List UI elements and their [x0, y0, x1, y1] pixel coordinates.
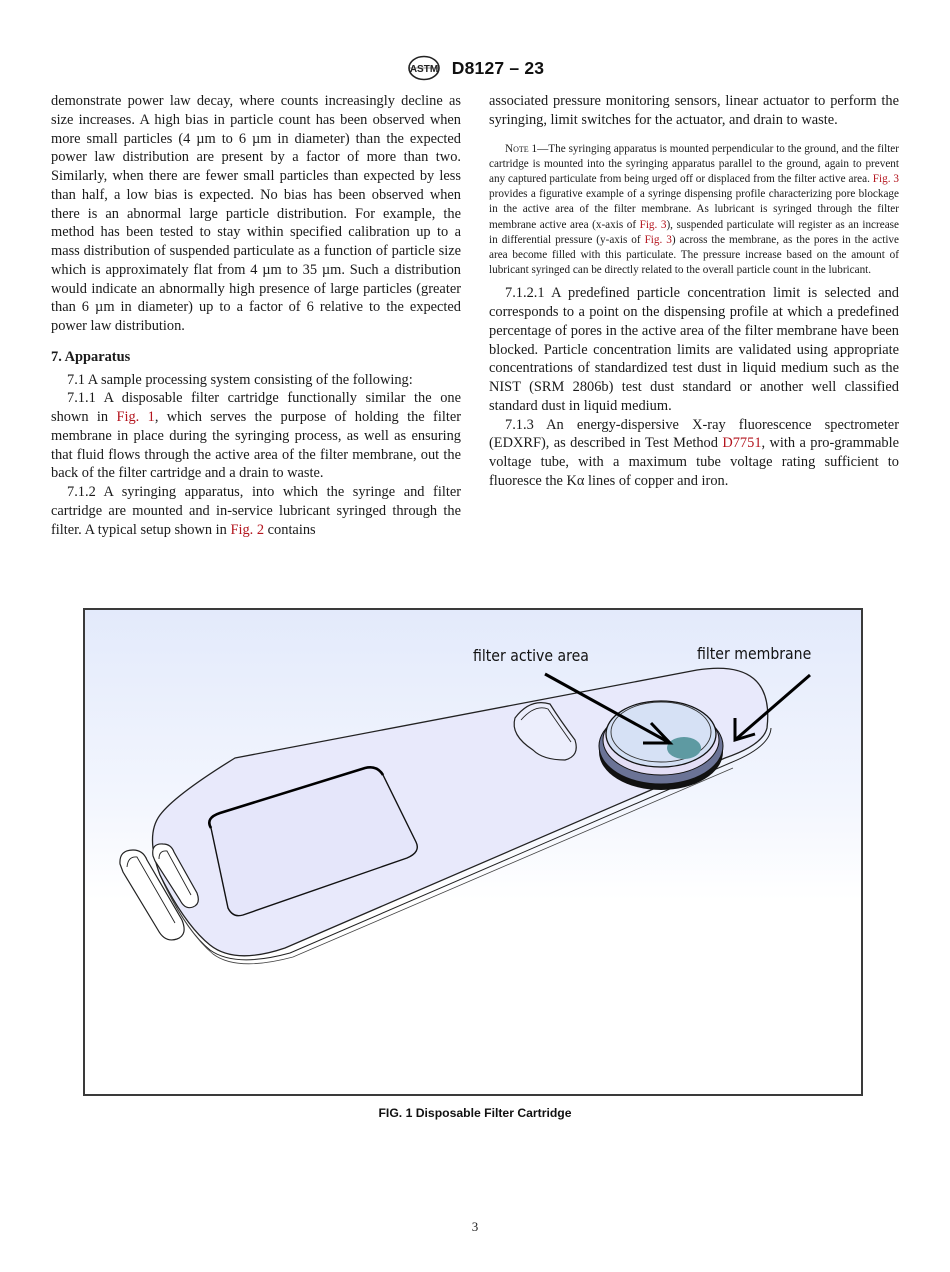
- left-column: [51, 92, 461, 539]
- fig-1-link[interactable]: Fig. 1: [116, 409, 155, 425]
- figure-caption: FIG. 1 Disposable Filter Cartridge: [378, 1106, 572, 1120]
- text: contains: [264, 521, 316, 538]
- text: 7.1.3 An energy-dispersive X-ray fluorescence spectrometer (EDXRF), as described in Test Method: [489, 416, 899, 452]
- fig-3-link[interactable]: Fig. 3: [644, 233, 672, 246]
- d7751-link[interactable]: D7751: [722, 435, 762, 452]
- paragraph-7-1-1: [51, 389, 461, 483]
- fig-3-link[interactable]: Fig. 3: [639, 218, 667, 231]
- filter-cartridge-illustration: [85, 610, 863, 1096]
- note-label: Note: [505, 142, 529, 155]
- document-header: [0, 55, 950, 81]
- text: , with a pro-grammable voltage tube, with a maximum tube voltage rating sufficient to fluoresce the Kα lines of copper and iron.: [489, 435, 899, 489]
- paragraph-7-1-2: [51, 483, 461, 539]
- document-code: D8127 – 23: [451, 57, 545, 78]
- paragraph-7-1: 7.1 A sample processing system consisting of the following:: [67, 371, 413, 388]
- note-1: [489, 142, 899, 279]
- fig-2-link[interactable]: Fig. 2: [230, 521, 265, 538]
- fig-3-link[interactable]: Fig. 3: [872, 172, 899, 185]
- label-filter-membrane: filter membrane: [697, 644, 812, 663]
- paragraph-continued: associated pressure monitoring sensors, linear actuator to perform the syringing, limit switches for the actuator, and drain to waste.: [489, 93, 899, 128]
- astm-logo-icon: [406, 55, 442, 81]
- label-filter-active-area: filter active area: [473, 646, 589, 665]
- text: ), suspended particulate will register as an increase in differential pressure (y-axis of: [489, 218, 899, 246]
- text: 7.1.1 A disposable filter cartridge functionally similar the one shown in: [51, 390, 461, 425]
- svg-text:ASTM: ASTM: [409, 64, 438, 75]
- page-number: 3: [471, 1219, 479, 1234]
- figure-filter-cartridge: [83, 608, 863, 1096]
- active-area-dot: [667, 737, 701, 759]
- paragraph-7-1-3: [489, 416, 899, 491]
- text: ) across the membrane, as the pores in the active area become filled with this particulate. The pressure increase based on the amount of lubricant syringed can be directly related to the overall particle count in the lubricant.: [489, 233, 899, 277]
- right-column: [489, 92, 899, 491]
- paragraph-7-1-2-1: 7.1.2.1 A predefined particle concentration limit is selected and corresponds to a point on the dispensing profile at which a predefined percentage of pores in the active area of the filter membrane have been blocked. Particle concentration limits are validated using appropriate concentrations of standardized test dust in liquid medium such as the NIST (SRM 2806b) test dust standard or another well classified standard dust in liquid medium.: [489, 285, 899, 414]
- text: 1—The syringing apparatus is mounted perpendicular to the ground, and the filter cartridge is mounted into the syringing apparatus parallel to the ground, again to prevent any captured particulate from being urged off or displaced from the filter active area.: [489, 142, 899, 185]
- text: , which serves the purpose of holding the filter membrane in place during the syringing process, as well as ensuring that fluid flows through the active area of the filter membrane, out the back of the filter cartridge and a drain to waste.: [51, 409, 461, 482]
- paragraph-power-law: demonstrate power law decay, where counts increasingly decline as size increases. A high bias in particle count has been observed when more small particles (4 µm to 6 µm in diameter) than the expected power law distribution are present by a factor of more than two. Similarly, when there are fewer small particles than expected by less than half, a low bias is expected. No bias has been observed when there is an abnormal large particle distribution. For example, the method has been tested to stay within specified calibration up to a mass distribution of suspended particulate as a function of particle size which is approximately flat from 4 µm to 35 µm. Such a distribution would indicate an abnormally high presence of large particles (greater than 6 µm in diameter) up to a factor of 6 relative to the expected power law distribution.: [51, 93, 461, 334]
- text: 7.1.2 A syringing apparatus, into which the syringe and filter cartridge are mounted and in-service lubricant syringed through the filter. A typical setup shown in: [51, 484, 461, 538]
- text: provides a figurative example of a syringe dispensing profile characterizing pore blockage in the active area of the filter membrane. As lubricant is syringed through the filter membrane active area (x-axis of: [489, 188, 899, 231]
- section-heading-apparatus: 7. Apparatus: [51, 348, 131, 365]
